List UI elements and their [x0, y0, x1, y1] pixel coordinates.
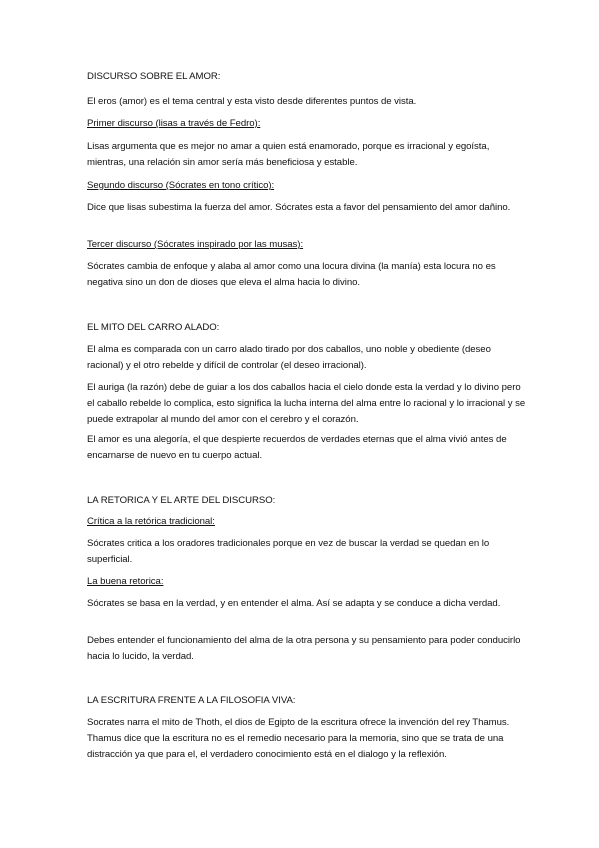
paragraph-buena-retorica-2: Debes entender el funcionamiento del alma de la otra persona y su pensamiento para poder conducirlo hacia lo lucido, la verdad. — [87, 635, 521, 662]
subheading-buena-retorica: La buena retorica: — [87, 576, 164, 587]
paragraph-primer-discurso: Lisas argumenta que es mejor no amar a quien está enamorado, porque es irracional y egoísta, mientras, una relación sin amor sería más beneficiosa y estable. — [87, 141, 490, 168]
subheading-segundo-discurso: Segundo discurso (Sócrates en tono crítico): — [87, 180, 275, 191]
subheading-critica-retorica: Crítica a la retórica tradicional: — [87, 516, 215, 527]
paragraph-segundo-discurso: Dice que lisas subestima la fuerza del amor. Sócrates esta a favor del pensamiento del amor dañino. — [87, 202, 511, 213]
paragraph-carro-alado-2: El auriga (la razón) debe de guiar a los dos caballos hacia el cielo donde esta la verdad y lo divino pero el caballo rebelde lo complica, esto significa la lucha interna del alma entre lo racional y lo irracional y se puede extrapolar al mundo del amor con el cerebro y el corazón. — [87, 382, 526, 425]
section-heading-retorica: LA RETORICA Y EL ARTE DEL DISCURSO: — [87, 495, 276, 506]
paragraph-tercer-discurso: Sócrates cambia de enfoque y alaba al amor como una locura divina (la manía) esta locura no es negativa sino un don de dioses que eleva el alma hacia lo divino. — [87, 261, 496, 288]
section-heading-escritura: LA ESCRITURA FRENTE A LA FILOSOFIA VIVA: — [87, 695, 296, 706]
paragraph-escritura: Socrates narra el mito de Thoth, el dios de Egipto de la escritura ofrece la invención del rey Thamus. Thamus dice que la escritura no es el remedio necesario para la memoria, sino que se trata de una distracción ya que para el, el verdadero conocimiento está en el dialogo y la reflexión. — [87, 717, 510, 760]
paragraph-critica-retorica: Sócrates critica a los oradores tradicionales porque en vez de buscar la verdad se quedan en lo superficial. — [87, 538, 490, 565]
subheading-tercer-discurso: Tercer discurso (Sócrates inspirado por las musas): — [87, 239, 304, 250]
section-heading-mito-carro-alado: EL MITO DEL CARRO ALADO: — [87, 322, 220, 333]
paragraph-carro-alado-1: El alma es comparada con un carro alado tirado por dos caballos, uno noble y obediente (deseo racional) y el otro rebelde y difícil de controlar (el deseo irracional). — [87, 344, 491, 371]
section-heading-discurso-sobre-el-amor: DISCURSO SOBRE EL AMOR: — [87, 71, 221, 82]
subheading-primer-discurso: Primer discurso (lisas a través de Fedro): — [87, 118, 261, 129]
paragraph-eros-intro: El eros (amor) es el tema central y esta visto desde diferentes puntos de vista. — [87, 96, 417, 107]
paragraph-carro-alado-3: El amor es una alegoría, el que despierte recuerdos de verdades eternas que el alma vivió antes de encarnarse de nuevo en tu cuerpo actual. — [87, 434, 507, 461]
paragraph-buena-retorica-1: Sócrates se basa en la verdad, y en entender el alma. Así se adapta y se conduce a dicha verdad. — [87, 598, 501, 609]
